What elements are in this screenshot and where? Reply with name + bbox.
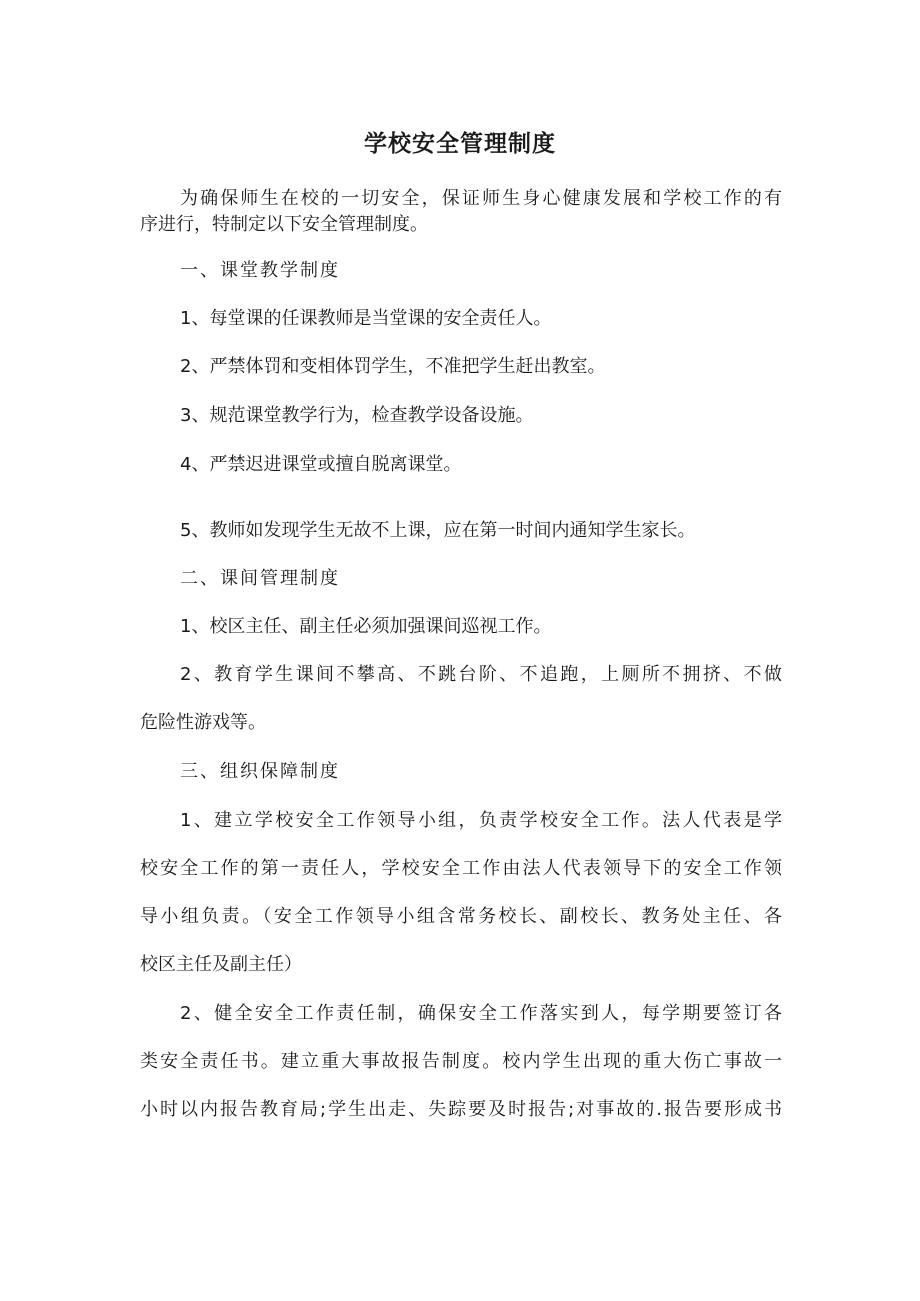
section-1-heading: 一、课堂教学制度 bbox=[180, 260, 340, 281]
section-3-para1-line-4: 校区主任及副主任） bbox=[140, 954, 302, 975]
section-3-para1-line-3: 导小组负责。（安全工作领导小组含常务校长、副校长、教务处主任、各 bbox=[140, 906, 782, 927]
section-3-para2-line-3: 小时以内报告教育局;学生出走、失踪要及时报告;对事故的.报告要形成书 bbox=[140, 1099, 782, 1120]
section-2-heading: 二、课间管理制度 bbox=[180, 568, 340, 589]
section-1-item-3: 3、规范课堂教学行为，检查教学设备设施。 bbox=[180, 405, 534, 426]
section-3-para2-line-1: 2、健全安全工作责任制，确保安全工作落实到人，每学期要签订各 bbox=[180, 1003, 782, 1024]
section-2-para-line-2: 危险性游戏等。 bbox=[140, 712, 266, 733]
section-2-para-line-1: 2、教育学生课间不攀高、不跳台阶、不追跑，上厕所不拥挤、不做 bbox=[180, 664, 782, 685]
section-3-heading: 三、组织保障制度 bbox=[180, 761, 340, 782]
section-1-item-1: 1、每堂课的任课教师是当堂课的安全责任人。 bbox=[180, 308, 552, 329]
section-3-para1-line-1: 1、建立学校安全工作领导小组，负责学校安全工作。法人代表是学 bbox=[180, 810, 782, 831]
section-1-item-4: 4、严禁迟进课堂或擅自脱离课堂。 bbox=[180, 454, 462, 475]
section-2-item-1: 1、校区主任、副主任必须加强课间巡视工作。 bbox=[180, 616, 552, 637]
section-1-item-2: 2、严禁体罚和变相体罚学生，不准把学生赶出教室。 bbox=[180, 356, 606, 377]
section-3-para1-line-2: 校安全工作的第一责任人，学校安全工作由法人代表领导下的安全工作领 bbox=[140, 858, 782, 879]
document-title: 学校安全管理制度 bbox=[364, 131, 556, 157]
section-3-para2-line-2: 类安全责任书。建立重大事故报告制度。校内学生出现的重大伤亡事故一 bbox=[140, 1051, 782, 1072]
section-1-item-5: 5、教师如发现学生无故不上课，应在第一时间内通知学生家长。 bbox=[180, 520, 696, 541]
intro-line-2: 序进行，特制定以下安全管理制度。 bbox=[140, 214, 428, 235]
intro-line-1: 为确保师生在校的一切安全，保证师生身心健康发展和学校工作的有 bbox=[180, 188, 782, 209]
